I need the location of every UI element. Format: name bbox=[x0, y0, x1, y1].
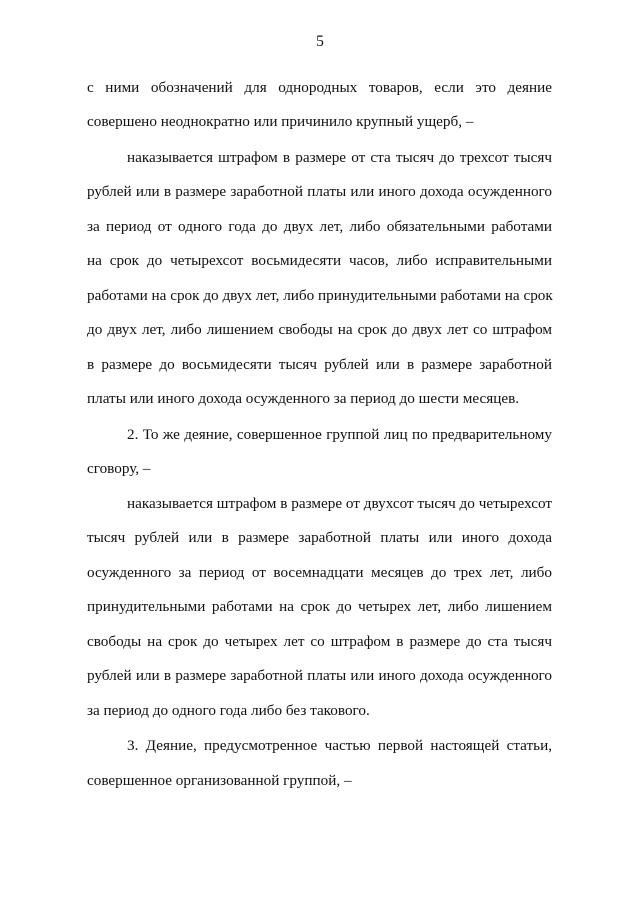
text-line: принудительными работами на срок до четырех лет, либо лишением bbox=[87, 598, 552, 615]
text-line: 2. То же деяние, совершенное группой лиц по предварительному bbox=[127, 426, 552, 443]
text-line: осужденного за период от восемнадцати месяцев до трех лет, либо bbox=[87, 564, 552, 581]
text-line: за период до одного года либо без такового. bbox=[87, 702, 370, 719]
text-line: рублей или в размере заработной платы или иного дохода осужденного bbox=[87, 667, 552, 684]
text-line: 3. Деяние, предусмотренное частью первой настоящей статьи, bbox=[127, 737, 552, 754]
text-line: свободы на срок до четырех лет со штрафом в размере до ста тысяч bbox=[87, 633, 552, 650]
text-line: наказывается штрафом в размере от ста тысяч до трехсот тысяч bbox=[127, 149, 552, 166]
text-line: до двух лет, либо лишением свободы на срок до двух лет со штрафом bbox=[87, 321, 552, 338]
text-line: работами на срок до двух лет, либо принудительными работами на срок bbox=[87, 287, 553, 304]
text-line: совершено неоднократно или причинило крупный ущерб, – bbox=[87, 113, 474, 130]
text-line: на срок до четырехсот восьмидесяти часов, либо исправительными bbox=[87, 252, 552, 269]
text-line: совершенное организованной группой, – bbox=[87, 772, 352, 789]
text-line: рублей или в размере заработной платы или иного дохода осужденного bbox=[87, 183, 552, 200]
text-line: платы или иного дохода осужденного за период до шести месяцев. bbox=[87, 390, 520, 407]
text-line: наказывается штрафом в размере от двухсот тысяч до четырехсот bbox=[127, 495, 552, 512]
text-line: в размере до восьмидесяти тысяч рублей или в размере заработной bbox=[87, 356, 552, 373]
page-number: 5 bbox=[316, 33, 324, 50]
text-line: сговору, – bbox=[87, 460, 151, 477]
text-line: тысяч рублей или в размере заработной платы или иного дохода bbox=[87, 529, 552, 546]
text-line: с ними обозначений для однородных товаров, если это деяние bbox=[87, 79, 552, 96]
text-line: за период от одного года до двух лет, либо обязательными работами bbox=[87, 218, 552, 235]
